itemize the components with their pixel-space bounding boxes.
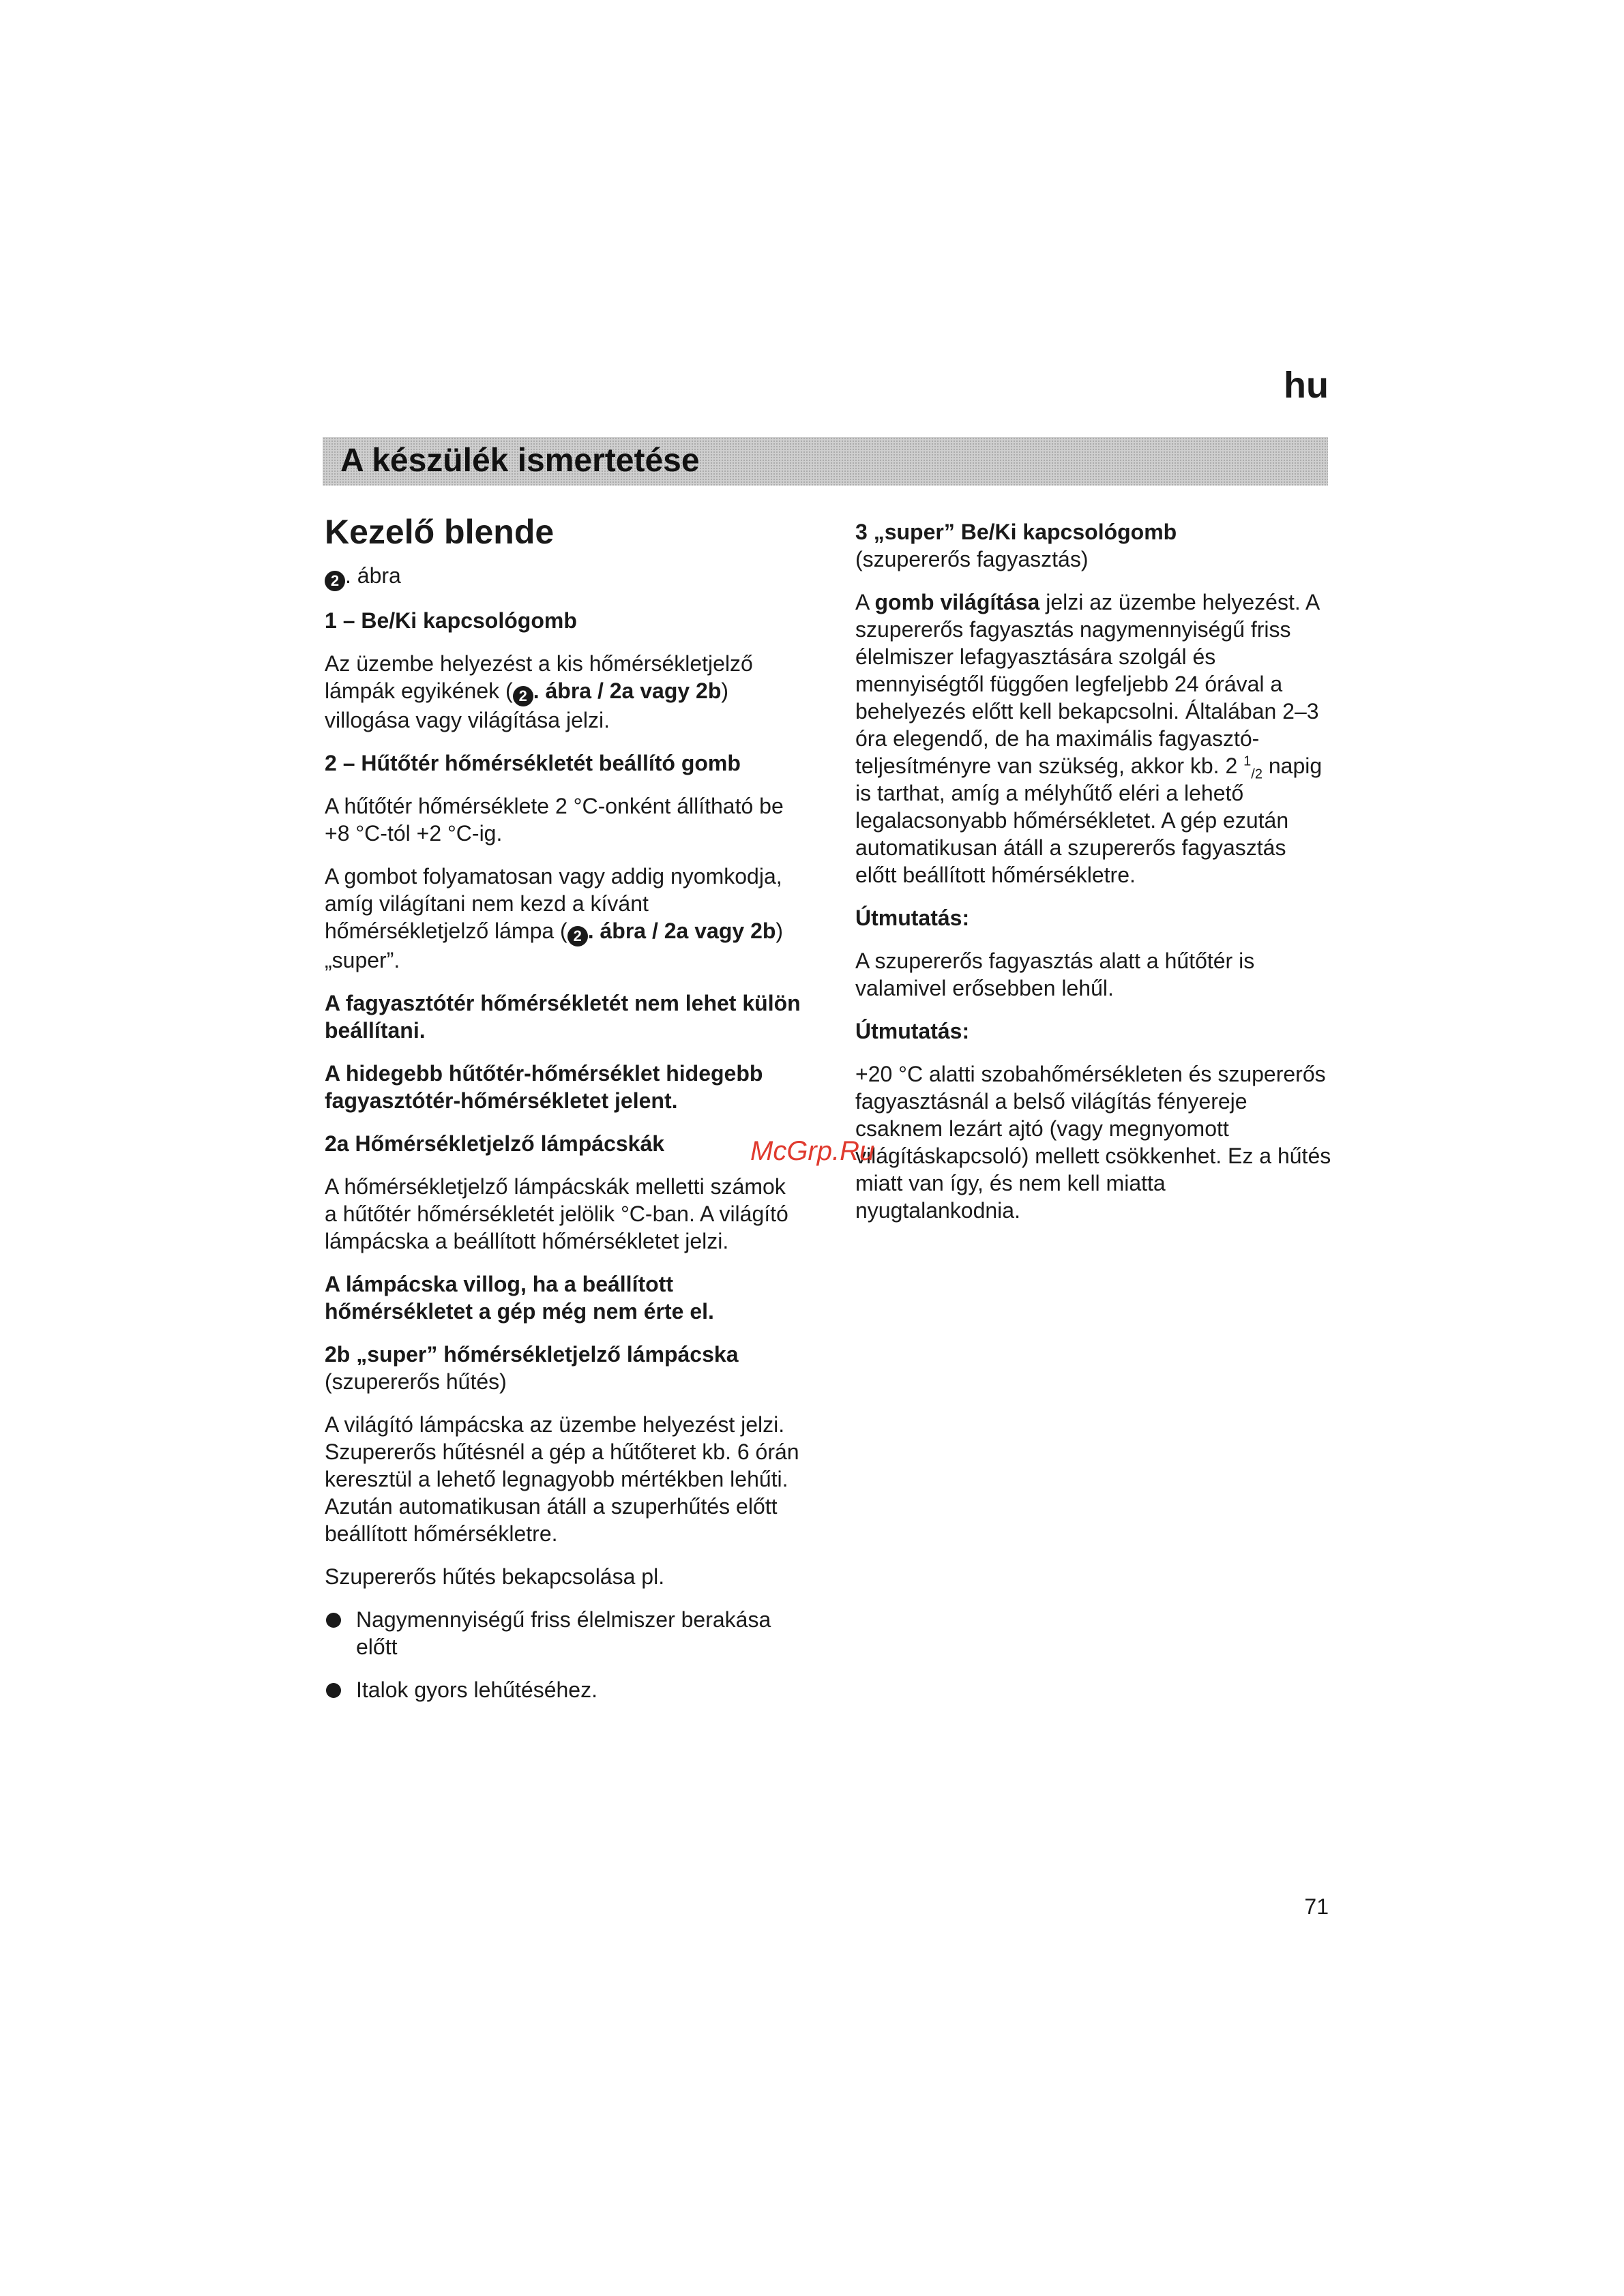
section-2-paragraph-2-c: ) „super”. xyxy=(325,919,784,972)
list-item xyxy=(325,1606,802,1660)
bullet-icon xyxy=(326,1613,341,1628)
section-2b-title: 2b „super” hőmérsékletjelző lámpácska xyxy=(325,1342,739,1367)
section-1-title: 1 – Be/Ki kapcsológomb xyxy=(325,608,577,633)
hint-title-1: Útmutatás: xyxy=(855,906,970,930)
section-2b-header xyxy=(325,1341,802,1395)
section-2a-title: 2a Hőmérsékletjelző lámpácskák xyxy=(325,1131,665,1156)
bullet-icon xyxy=(326,1683,341,1698)
section-1-text-c: ) villogása vagy világítása jelzi. xyxy=(325,679,729,732)
list-item-text: Italok gyors lehűtéséhez. xyxy=(356,1678,597,1702)
section-2a-note: A lámpácska villog, ha a beállított hőmérsékletet a gép még nem érte el. xyxy=(325,1272,714,1324)
language-code: hu xyxy=(1284,365,1329,406)
hint-text-2: +20 °C alatti szobahőmérsékleten és szupererős fagyasztásnál a belső világítás fényereje csaknem lezárt ajtó (vagy megnyomott világításkapcsoló) mellett csökkenhet. Ez a hűtés miatt van így, és nem kell miatta nyugtalankodnia. xyxy=(855,1062,1331,1223)
bullet-list xyxy=(325,1606,802,1703)
section-3-title: 3 „super” Be/Ki kapcsológomb xyxy=(855,520,1177,544)
section-3-text xyxy=(855,588,1333,889)
section-2-figure-ref: . ábra / 2a vagy 2b xyxy=(587,919,776,943)
section-title: A készülék ismertetése xyxy=(340,443,700,479)
figure-number-badge: 2 xyxy=(567,926,588,946)
figure-number-badge: 2 xyxy=(325,571,345,591)
watermark: McGrp.Ru xyxy=(750,1136,875,1166)
fraction-denominator: /2 xyxy=(1251,766,1263,782)
section-banner xyxy=(323,437,1328,486)
note-freezer-not-adjustable: A fagyasztótér hőmérsékletét nem lehet külön beállítani. xyxy=(325,991,801,1043)
list-item-text: Nagymennyiségű friss élelmiszer berakása előtt xyxy=(356,1607,771,1659)
note-colder-temperature: A hidegebb hűtőtér-hőmérséklet hidegebb fagyasztótér-hőmérsékletet jelent. xyxy=(325,1061,763,1113)
hint-title-2: Útmutatás: xyxy=(855,1019,970,1043)
section-2-paragraph-2-a: A gombot folyamatosan vagy addig nyomkodja, amíg világítani nem kezd a kívánt hőmérsékletjelző lámpa ( xyxy=(325,864,782,943)
section-1-text xyxy=(325,650,802,734)
section-2-title: 2 – Hűtőtér hőmérsékletét beállító gomb xyxy=(325,751,741,775)
section-2-paragraph-2 xyxy=(325,863,802,974)
section-3-text-bold: gomb világítása xyxy=(874,590,1040,614)
section-3-header xyxy=(855,518,1333,573)
section-3-subtitle: (szupererős fagyasztás) xyxy=(855,547,1089,571)
section-2b-subtitle: (szupererős hűtés) xyxy=(325,1369,507,1394)
right-column xyxy=(855,518,1333,1240)
figure-label: . ábra xyxy=(345,563,401,588)
figure-reference xyxy=(325,562,802,591)
page-number: 71 xyxy=(1304,1894,1329,1919)
fraction-numerator: 1 xyxy=(1243,754,1252,769)
hint-text-1: A szupererős fagyasztás alatt a hűtőtér is valamivel erősebben lehűl. xyxy=(855,949,1255,1000)
list-item xyxy=(325,1676,802,1703)
section-3-text-c: napig is tarthat, amíg a mélyhűtő eléri a lehető legalacsonyabb hőmérsékletet. A gép ezután automatikusan átáll a szupererős fagyasztás előtt beállított hőmérsékletre. xyxy=(855,754,1323,887)
left-column xyxy=(325,511,802,1719)
section-1-figure-ref: . ábra / 2a vagy 2b xyxy=(533,679,722,703)
section-2b-text-2: Szupererős hűtés bekapcsolása pl. xyxy=(325,1564,665,1589)
figure-number-badge: 2 xyxy=(513,686,533,706)
section-2a-text: A hőmérsékletjelző lámpácskák melletti számok a hűtőtér hőmérsékletét jelölik °C-ban. A világító lámpácska a beállított hőmérsékletet jelzi. xyxy=(325,1174,788,1253)
section-2b-text: A világító lámpácska az üzembe helyezést jelzi. Szupererős hűtésnél a gép a hűtőteret kb. 6 órán keresztül a lehető legnagyobb mértékben lehűti. Azután automatikusan átáll a szuperhűtés előtt beállított hőmérsékletre. xyxy=(325,1412,799,1546)
section-3-text-a: A xyxy=(855,590,875,614)
section-3-text-b: jelzi az üzembe helyezést. A szupererős fagyasztás nagymennyiségű friss élelmiszer lefagyasztására szolgál és mennyiségtől függően legfeljebb 24 órával a behelyezés előtt kell bekapcsolni. Általában 2–3 óra elegendő, de ha maximális fagyasztó-teljesítményre van szükség, akkor kb. 2 xyxy=(855,590,1319,778)
page-heading: Kezelő blende xyxy=(325,513,555,551)
section-2-paragraph-1: A hűtőtér hőmérséklete 2 °C-onként állítható be +8 °C-tól +2 °C-ig. xyxy=(325,794,784,846)
section-1-text-a: Az üzembe helyezést a kis hőmérsékletjelző lámpák egyikének ( xyxy=(325,651,753,703)
